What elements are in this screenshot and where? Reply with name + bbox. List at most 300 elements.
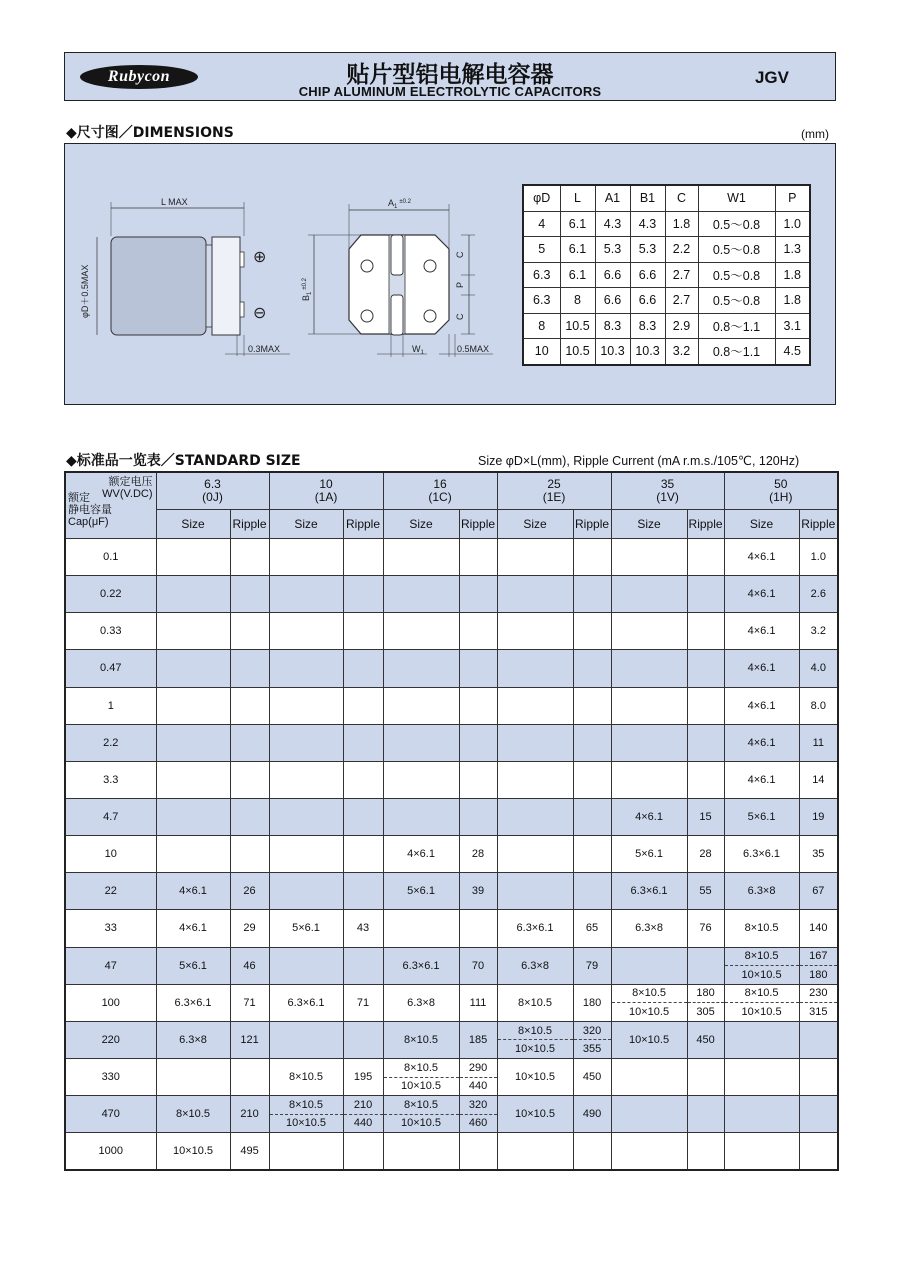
ripple-cell xyxy=(687,761,724,798)
dimensions-header-cell: φD xyxy=(523,185,560,211)
size-split xyxy=(612,985,687,1021)
ripple-split xyxy=(460,1059,497,1095)
ripple-cell xyxy=(687,1096,724,1133)
size-cell xyxy=(269,650,343,687)
dimensions-cell: 4.5 xyxy=(775,339,810,365)
ripple-cell: 71 xyxy=(343,984,383,1021)
dimensions-panel xyxy=(64,143,836,405)
dimensions-header-row xyxy=(523,185,810,211)
ripple-cell xyxy=(343,650,383,687)
dimensions-cell: 6.1 xyxy=(560,211,595,237)
size-cell xyxy=(497,873,573,910)
size-cell xyxy=(497,798,573,835)
size-cell xyxy=(156,724,230,761)
ripple-cell xyxy=(573,761,611,798)
l-max-label: L MAX xyxy=(161,197,188,207)
dimensions-cell: 6.1 xyxy=(560,237,595,263)
capacitance-cell: 33 xyxy=(65,910,156,947)
ripple-cell xyxy=(459,910,497,947)
size-cell: 6.3×8 xyxy=(611,910,687,947)
size-cell xyxy=(611,650,687,687)
header-band xyxy=(64,52,836,101)
voltage-code: (1A) xyxy=(314,490,338,504)
ripple-cell xyxy=(230,724,269,761)
corner-cap-cn2: 静电容量 xyxy=(68,504,112,516)
subheader-row xyxy=(65,510,838,539)
dimensions-cell: 0.5～0.8 xyxy=(698,211,775,237)
size-cell xyxy=(724,1096,799,1133)
voltage-header-cell xyxy=(156,472,269,510)
size-cell xyxy=(156,836,230,873)
ripple-value: 210 xyxy=(353,1098,373,1111)
size-cell: 5×6.1 xyxy=(383,873,459,910)
size-cell: 5×6.1 xyxy=(156,947,230,984)
size-cell xyxy=(383,613,459,650)
dimensions-cell: 6.6 xyxy=(595,288,630,314)
ripple-header-cell: Ripple xyxy=(230,510,269,539)
ripple-value: 167 xyxy=(809,950,828,963)
dimensions-cell: 10.3 xyxy=(630,339,665,365)
size-header-cell: Size xyxy=(269,510,343,539)
table-row xyxy=(65,1133,838,1171)
ripple-cell xyxy=(343,539,383,576)
dimensions-heading: ◆尺寸图／DIMENSIONS xyxy=(66,125,234,141)
ripple-cell: 195 xyxy=(343,1058,383,1095)
svg-text:B1±0.2: $B_1^{\pm 0.2}$ xyxy=(301,278,313,301)
size-cell xyxy=(269,798,343,835)
ripple-cell xyxy=(459,539,497,576)
size-cell xyxy=(497,1021,573,1058)
ripple-cell xyxy=(459,1058,497,1095)
dimensions-cell: 1.8 xyxy=(665,211,698,237)
size-cell xyxy=(156,761,230,798)
dimensions-cell: 0.5～0.8 xyxy=(698,262,775,288)
size-value: 8×10.5 xyxy=(518,1024,552,1037)
ripple-split xyxy=(688,985,724,1021)
capacitance-cell: 10 xyxy=(65,836,156,873)
size-value: 10×10.5 xyxy=(384,1114,459,1133)
capacitance-cell: 22 xyxy=(65,873,156,910)
capacitance-cell: 2.2 xyxy=(65,724,156,761)
ripple-split xyxy=(800,948,838,984)
dimensions-cell: 1.3 xyxy=(775,237,810,263)
terminal-bottom xyxy=(391,295,403,335)
size-cell xyxy=(383,1096,459,1133)
table-row xyxy=(65,798,838,835)
voltage-value: 35 xyxy=(660,477,675,491)
size-cell xyxy=(156,613,230,650)
size-cell xyxy=(497,576,573,613)
capacitance-cell: 470 xyxy=(65,1096,156,1133)
table-row xyxy=(65,984,838,1021)
ripple-cell xyxy=(230,761,269,798)
ripple-cell xyxy=(343,798,383,835)
svg-text:W1: $W_1$ xyxy=(412,344,424,356)
ripple-cell: 185 xyxy=(459,1021,497,1058)
capacitance-cell: 0.33 xyxy=(65,613,156,650)
ripple-cell: 495 xyxy=(230,1133,269,1171)
ripple-header-cell: Ripple xyxy=(459,510,497,539)
size-cell xyxy=(383,650,459,687)
ripple-cell: 3.2 xyxy=(799,613,838,650)
size-cell: 6.3×6.1 xyxy=(497,910,573,947)
ripple-cell xyxy=(230,687,269,724)
svg-text:A1±0.2: $A_1^{\pm 0.2}$ xyxy=(388,198,411,210)
size-cell: 10×10.5 xyxy=(497,1096,573,1133)
voltage-code: (1H) xyxy=(769,490,793,504)
voltage-header-cell xyxy=(383,472,497,510)
size-cell: 4×6.1 xyxy=(156,910,230,947)
ripple-cell: 39 xyxy=(459,873,497,910)
size-cell xyxy=(269,1096,343,1133)
size-cell: 4×6.1 xyxy=(156,873,230,910)
ripple-cell xyxy=(343,1021,383,1058)
size-value: 8×10.5 xyxy=(404,1098,438,1111)
dimensions-cell: 2.2 xyxy=(665,237,698,263)
size-value: 8×10.5 xyxy=(632,987,667,1000)
size-cell xyxy=(497,613,573,650)
dimensions-cell: 1.8 xyxy=(775,288,810,314)
size-cell xyxy=(269,539,343,576)
ripple-cell xyxy=(687,1133,724,1171)
corner-cap-en: Cap(μF) xyxy=(68,516,109,528)
dimensions-cell: 8 xyxy=(560,288,595,314)
size-cell: 4×6.1 xyxy=(724,761,799,798)
ripple-cell: 121 xyxy=(230,1021,269,1058)
dimensions-cell: 8 xyxy=(523,313,560,339)
dimensions-header-cell: B1 xyxy=(630,185,665,211)
minus-icon: ⊖ xyxy=(253,305,267,322)
size-header-cell: Size xyxy=(611,510,687,539)
dimensions-cell: 3.2 xyxy=(665,339,698,365)
dimensions-cell: 10 xyxy=(523,339,560,365)
ripple-cell xyxy=(230,576,269,613)
capacitance-cell: 0.22 xyxy=(65,576,156,613)
size-cell xyxy=(156,539,230,576)
size-cell xyxy=(156,798,230,835)
ripple-value: 315 xyxy=(800,1002,838,1021)
ripple-value: 180 xyxy=(800,965,838,984)
ripple-cell xyxy=(459,576,497,613)
dimensions-cell: 6.1 xyxy=(560,262,595,288)
ripple-cell xyxy=(343,613,383,650)
ripple-cell xyxy=(573,836,611,873)
dimensions-header-cell: C xyxy=(665,185,698,211)
size-cell xyxy=(611,1133,687,1171)
dimensions-cell: 10.5 xyxy=(560,313,595,339)
dimensions-row xyxy=(523,288,810,314)
voltage-value: 6.3 xyxy=(204,477,221,491)
ripple-header-cell: Ripple xyxy=(687,510,724,539)
ripple-cell xyxy=(459,1133,497,1171)
size-cell xyxy=(724,1058,799,1095)
ripple-cell xyxy=(230,1058,269,1095)
voltage-value: 16 xyxy=(433,477,447,491)
ripple-cell xyxy=(343,687,383,724)
size-cell xyxy=(383,576,459,613)
ripple-cell xyxy=(459,724,497,761)
ripple-cell xyxy=(687,539,724,576)
dimensions-header-cell: W1 xyxy=(698,185,775,211)
ripple-cell xyxy=(230,650,269,687)
dimensions-cell: 1.8 xyxy=(775,262,810,288)
ripple-cell: 15 xyxy=(687,798,724,835)
table-row xyxy=(65,761,838,798)
size-cell xyxy=(497,724,573,761)
size-cell xyxy=(269,873,343,910)
size-value: 8×10.5 xyxy=(744,950,779,963)
size-cell: 4×6.1 xyxy=(724,576,799,613)
ripple-value: 440 xyxy=(344,1114,383,1133)
ripple-cell xyxy=(230,613,269,650)
ripple-cell xyxy=(573,613,611,650)
size-cell: 8×10.5 xyxy=(156,1096,230,1133)
ripple-cell xyxy=(343,836,383,873)
ripple-value: 355 xyxy=(574,1039,611,1058)
ripple-cell xyxy=(573,873,611,910)
ripple-cell xyxy=(343,947,383,984)
dimensions-cell: 3.1 xyxy=(775,313,810,339)
ripple-cell: 210 xyxy=(230,1096,269,1133)
dimension-drawing xyxy=(65,144,525,403)
ripple-value: 320 xyxy=(582,1024,602,1037)
table-row xyxy=(65,1058,838,1095)
table-row xyxy=(65,539,838,576)
size-cell xyxy=(724,1133,799,1171)
ripple-cell xyxy=(573,539,611,576)
table-row xyxy=(65,650,838,687)
capacitance-cell: 330 xyxy=(65,1058,156,1095)
capacitor-body-side xyxy=(111,237,206,335)
ripple-cell xyxy=(687,724,724,761)
corner-header-cell xyxy=(65,472,156,539)
size-cell: 8×10.5 xyxy=(383,1021,459,1058)
size-cell xyxy=(611,724,687,761)
ripple-cell xyxy=(687,650,724,687)
size-cell xyxy=(724,947,799,984)
size-cell xyxy=(269,1133,343,1171)
ripple-cell xyxy=(687,984,724,1021)
size-value: 10×10.5 xyxy=(725,965,799,984)
dimensions-row xyxy=(523,237,810,263)
ripple-cell: 14 xyxy=(799,761,838,798)
table-row xyxy=(65,947,838,984)
size-cell xyxy=(497,687,573,724)
capacitance-cell: 1 xyxy=(65,687,156,724)
size-cell: 6.3×6.1 xyxy=(611,873,687,910)
corner-voltage-en: WV(V.DC) xyxy=(102,488,153,500)
size-cell: 8×10.5 xyxy=(269,1058,343,1095)
ripple-value: 460 xyxy=(460,1114,497,1133)
dimensions-cell: 6.6 xyxy=(595,262,630,288)
table-row xyxy=(65,910,838,947)
ripple-header-cell: Ripple xyxy=(573,510,611,539)
size-cell xyxy=(383,761,459,798)
table-row xyxy=(65,576,838,613)
phi-d-label: φD＋0.5MAX xyxy=(80,264,90,318)
ripple-cell xyxy=(573,724,611,761)
ripple-cell xyxy=(799,1133,838,1171)
ripple-cell xyxy=(687,613,724,650)
ripple-cell: 1.0 xyxy=(799,539,838,576)
size-cell xyxy=(497,761,573,798)
dimensions-row xyxy=(523,262,810,288)
max05-label: 0.5MAX xyxy=(457,344,490,354)
corner-voltage-cn: 额定电压 xyxy=(108,476,153,488)
ripple-cell xyxy=(343,1096,383,1133)
capacitance-cell: 4.7 xyxy=(65,798,156,835)
size-cell xyxy=(724,1021,799,1058)
dimensions-cell: 10.3 xyxy=(595,339,630,365)
size-cell: 6.3×6.1 xyxy=(269,984,343,1021)
max03-label: 0.3MAX xyxy=(248,344,281,354)
size-cell xyxy=(269,613,343,650)
size-value: 8×10.5 xyxy=(404,1061,438,1074)
ripple-cell xyxy=(230,539,269,576)
size-cell xyxy=(497,836,573,873)
ripple-header-cell: Ripple xyxy=(343,510,383,539)
dimensions-cell: 0.8～1.1 xyxy=(698,339,775,365)
ripple-header-cell: Ripple xyxy=(799,510,838,539)
dimensions-cell: 10.5 xyxy=(560,339,595,365)
ripple-cell: 180 xyxy=(573,984,611,1021)
table-row xyxy=(65,836,838,873)
ripple-cell xyxy=(459,650,497,687)
ripple-cell: 450 xyxy=(573,1058,611,1095)
ripple-cell: 79 xyxy=(573,947,611,984)
dimensions-cell: 6.6 xyxy=(630,262,665,288)
ripple-cell xyxy=(230,798,269,835)
ripple-cell xyxy=(343,724,383,761)
ripple-cell: 11 xyxy=(799,724,838,761)
dimensions-cell: 4 xyxy=(523,211,560,237)
ripple-cell: 490 xyxy=(573,1096,611,1133)
dimensions-cell: 5.3 xyxy=(630,237,665,263)
size-cell xyxy=(611,984,687,1021)
size-cell xyxy=(724,984,799,1021)
ripple-value: 230 xyxy=(809,987,828,1000)
ripple-cell xyxy=(230,836,269,873)
size-cell: 6.3×6.1 xyxy=(383,947,459,984)
ripple-value: 440 xyxy=(460,1077,497,1096)
ripple-cell: 35 xyxy=(799,836,838,873)
size-value: 10×10.5 xyxy=(498,1039,573,1058)
terminal-top xyxy=(391,235,403,275)
voltage-header-cell xyxy=(611,472,724,510)
voltage-header-cell xyxy=(724,472,838,510)
size-cell xyxy=(611,947,687,984)
size-cell xyxy=(383,539,459,576)
series-code: JGV xyxy=(754,68,789,87)
ripple-cell xyxy=(459,613,497,650)
dimensions-table xyxy=(522,184,811,366)
ripple-cell xyxy=(573,798,611,835)
dimensions-cell: 0.8～1.1 xyxy=(698,313,775,339)
ripple-cell: 26 xyxy=(230,873,269,910)
size-cell: 10×10.5 xyxy=(156,1133,230,1171)
dimensions-cell: 5 xyxy=(523,237,560,263)
voltage-value: 50 xyxy=(774,477,788,491)
ripple-split xyxy=(800,985,838,1021)
size-cell: 4×6.1 xyxy=(724,650,799,687)
table-row xyxy=(65,687,838,724)
ripple-cell: 28 xyxy=(687,836,724,873)
dimensions-cell: 2.9 xyxy=(665,313,698,339)
size-header-cell: Size xyxy=(724,510,799,539)
dimensions-cell: 2.7 xyxy=(665,288,698,314)
corner-cap-cn1: 额定 xyxy=(68,492,90,504)
ripple-cell xyxy=(343,576,383,613)
ripple-cell xyxy=(573,1133,611,1171)
ripple-cell xyxy=(687,1058,724,1095)
plus-icon: ⊕ xyxy=(253,249,267,266)
ripple-value: 290 xyxy=(468,1061,488,1074)
ripple-cell xyxy=(573,687,611,724)
ripple-cell: 71 xyxy=(230,984,269,1021)
size-cell xyxy=(269,576,343,613)
size-cell xyxy=(611,1096,687,1133)
size-cell xyxy=(497,650,573,687)
voltage-value: 10 xyxy=(319,477,333,491)
title-english: CHIP ALUMINUM ELECTROLYTIC CAPACITORS xyxy=(298,84,602,99)
size-cell xyxy=(269,724,343,761)
ripple-cell xyxy=(459,761,497,798)
ripple-cell xyxy=(799,1058,838,1095)
dimensions-row xyxy=(523,339,810,365)
size-cell: 10×10.5 xyxy=(611,1021,687,1058)
size-value: 8×10.5 xyxy=(289,1098,323,1111)
ripple-cell: 140 xyxy=(799,910,838,947)
size-split xyxy=(270,1096,343,1132)
ripple-cell: 8.0 xyxy=(799,687,838,724)
title-chinese: 贴片型铝电解电容器 xyxy=(346,62,554,88)
size-cell: 4×6.1 xyxy=(724,724,799,761)
dimensions-header-cell: P xyxy=(775,185,810,211)
size-cell xyxy=(383,687,459,724)
size-cell xyxy=(383,910,459,947)
size-cell xyxy=(497,1133,573,1171)
size-cell: 6.3×6.1 xyxy=(724,836,799,873)
voltage-header-cell xyxy=(497,472,611,510)
size-cell xyxy=(156,687,230,724)
dimensions-cell: 8.3 xyxy=(595,313,630,339)
size-cell xyxy=(156,1058,230,1095)
dimensions-cell: 6.6 xyxy=(630,288,665,314)
capacitance-cell: 0.47 xyxy=(65,650,156,687)
voltage-value: 25 xyxy=(547,477,561,491)
size-split xyxy=(725,985,799,1021)
size-cell xyxy=(611,687,687,724)
size-cell xyxy=(611,539,687,576)
dimensions-cell: 6.3 xyxy=(523,288,560,314)
size-cell xyxy=(611,761,687,798)
size-cell xyxy=(383,1133,459,1171)
size-cell xyxy=(611,576,687,613)
ripple-cell: 70 xyxy=(459,947,497,984)
dimensions-header-cell: A1 xyxy=(595,185,630,211)
ripple-cell xyxy=(459,798,497,835)
ripple-cell: 76 xyxy=(687,910,724,947)
dimensions-row xyxy=(523,211,810,237)
size-cell xyxy=(156,576,230,613)
size-cell: 8×10.5 xyxy=(724,910,799,947)
ripple-cell xyxy=(573,576,611,613)
size-cell xyxy=(383,798,459,835)
ripple-cell xyxy=(687,576,724,613)
size-value: 10×10.5 xyxy=(612,1002,687,1021)
size-cell xyxy=(383,724,459,761)
voltage-header-row xyxy=(65,472,838,510)
